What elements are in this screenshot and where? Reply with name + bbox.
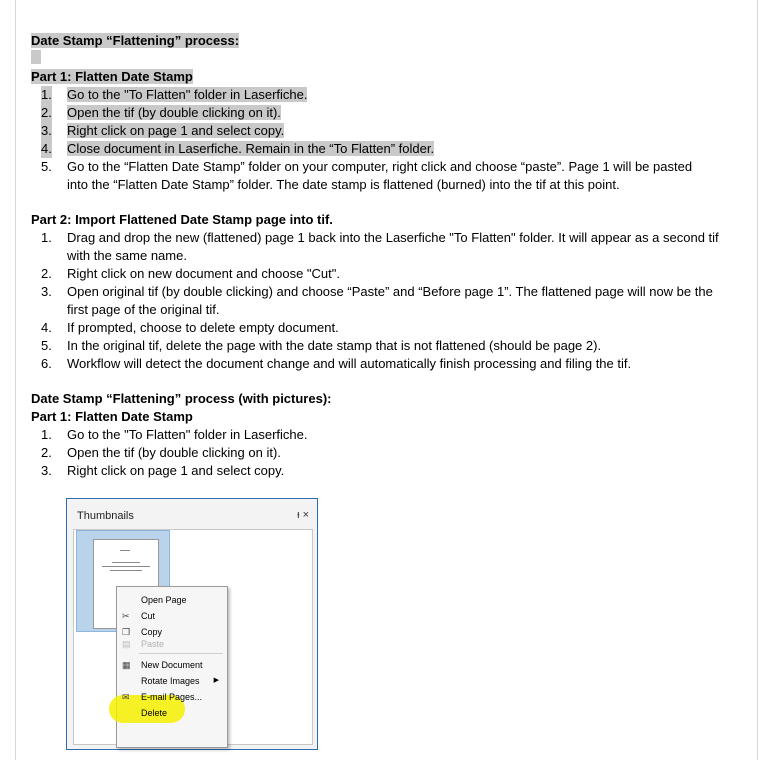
menu-item-delete[interactable]: Delete bbox=[141, 708, 168, 718]
menu-item-paste: ▤ Paste bbox=[122, 639, 165, 649]
part1-heading: Part 1: Flatten Date Stamp bbox=[31, 69, 193, 84]
scissors-icon: ✂ bbox=[122, 611, 130, 621]
menu-item-rotate-images[interactable]: Rotate Images ▶ bbox=[117, 673, 227, 689]
list-item: 6. Workflow will detect the document change and will automatically finish processing and filing the tif. bbox=[41, 356, 632, 371]
list-item: 2. Right click on new document and choose "Cut". bbox=[41, 266, 340, 281]
pictures-list bbox=[31, 426, 731, 480]
list-item: 1. Go to the "To Flatten" folder in Laserfiche. bbox=[41, 427, 308, 442]
pictures-part1-heading: Part 1: Flatten Date Stamp bbox=[31, 409, 193, 424]
doc-title: Date Stamp “Flattening” process: bbox=[31, 33, 240, 48]
list-item: 4. If prompted, choose to delete empty document. bbox=[41, 320, 339, 335]
list-item: 4. Close document in Laserfiche. Remain in the “To Flatten” folder. bbox=[41, 141, 435, 156]
paste-icon: ▤ bbox=[122, 639, 131, 649]
part2-list bbox=[31, 229, 766, 373]
email-icon: ✉ bbox=[122, 692, 130, 702]
embedded-screenshot bbox=[66, 498, 318, 750]
list-item: 5. Go to the “Flatten Date Stamp” folder on your computer, right click and choose “paste”. Page 1 will be pasted bbox=[41, 159, 693, 174]
copy-icon: ❐ bbox=[122, 627, 131, 637]
submenu-arrow-icon: ▶ bbox=[213, 677, 219, 684]
new-document-icon: ▦ bbox=[122, 660, 131, 670]
menu-item-email-pages[interactable]: ✉ E-mail Pages... bbox=[122, 692, 203, 702]
list-item: 1. Drag and drop the new (flattened) page 1 back into the Laserfiche "To Flatten" folder. It will appear as a second tif bbox=[41, 230, 719, 245]
thumbnails-panel-header bbox=[67, 499, 317, 531]
menu-item-cut[interactable]: ✂ Cut bbox=[122, 611, 156, 621]
list-item: 3. Right click on page 1 and select copy. bbox=[41, 463, 285, 478]
part1-list bbox=[31, 86, 761, 194]
context-menu bbox=[116, 586, 228, 748]
list-item-continuation: with the same name. bbox=[67, 248, 187, 263]
list-item: 1. Go to the "To Flatten" folder in Laserfiche. bbox=[41, 87, 308, 102]
list-item: 3. Right click on page 1 and select copy. bbox=[41, 123, 285, 138]
pictures-title: Date Stamp “Flattening” process (with pictures): bbox=[31, 391, 332, 406]
list-item: 2. Open the tif (by double clicking on it). bbox=[41, 105, 281, 120]
menu-item-open-page[interactable]: Open Page bbox=[141, 595, 187, 605]
panel-title: Thumbnails bbox=[77, 510, 134, 522]
list-item-continuation: first page of the original tif. bbox=[67, 302, 220, 317]
menu-item-copy[interactable]: ❐ Copy bbox=[122, 627, 163, 637]
menu-item-new-document[interactable]: ▦ New Document bbox=[122, 660, 203, 670]
part2-heading: Part 2: Import Flattened Date Stamp page into tif. bbox=[31, 212, 333, 227]
list-item: 3. Open original tif (by double clicking) and choose “Paste” and “Before page 1”. The flattened page will now be the bbox=[41, 284, 713, 299]
list-item: 2. Open the tif (by double clicking on it). bbox=[41, 445, 281, 460]
menu-separator bbox=[139, 653, 223, 654]
pin-close-icon[interactable]: ᵻ × bbox=[297, 509, 309, 521]
thumbnails-area bbox=[73, 529, 313, 745]
list-item: 5. In the original tif, delete the page with the date stamp that is not flattened (should be page 2). bbox=[41, 338, 602, 353]
document-page bbox=[15, 0, 758, 760]
list-item-continuation: into the “Flatten Date Stamp” folder. The date stamp is flattened (burned) into the tif at this point. bbox=[67, 177, 620, 192]
